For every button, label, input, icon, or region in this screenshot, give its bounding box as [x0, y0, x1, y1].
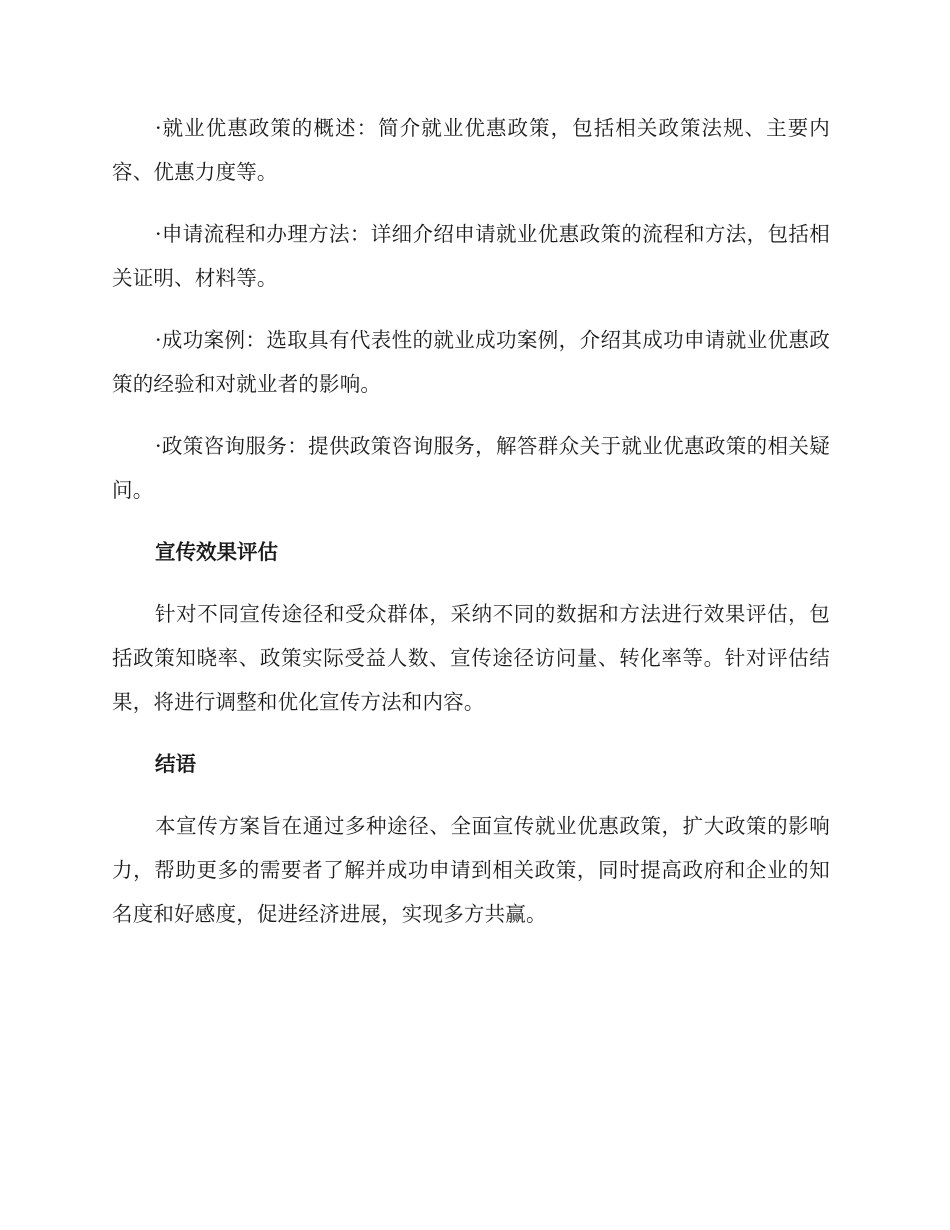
- bullet-success-cases: ·成功案例：选取具有代表性的就业成功案例，介绍其成功申请就业优惠政策的经验和对就业者的影响。: [112, 328, 830, 396]
- evaluation-paragraph: 针对不同宣传途径和受众群体，采纳不同的数据和方法进行效果评估，包括政策知晓率、政策实际受益人数、宣传途径访问量、转化率等。针对评估结果，将进行调整和优化宣传方法和内容。: [112, 602, 830, 714]
- section-heading-conclusion: 结语: [155, 752, 196, 776]
- bullet-application-process: ·申请流程和办理方法：详细介绍申请就业优惠政策的流程和方法，包括相关证明、材料等。: [112, 222, 830, 290]
- document-page: [112, 106, 830, 954]
- bullet-policy-overview: ·就业优惠政策的概述：简介就业优惠政策，包括相关政策法规、主要内容、优惠力度等。: [112, 116, 830, 184]
- conclusion-paragraph: 本宣传方案旨在通过多种途径、全面宣传就业优惠政策，扩大政策的影响力，帮助更多的需要者了解并成功申请到相关政策，同时提高政府和企业的知名度和好感度，促进经济进展，实现多方共赢。: [112, 814, 830, 926]
- bullet-consulting-service: ·政策咨询服务：提供政策咨询服务，解答群众关于就业优惠政策的相关疑问。: [112, 434, 830, 502]
- section-heading-evaluation: 宣传效果评估: [155, 540, 278, 564]
